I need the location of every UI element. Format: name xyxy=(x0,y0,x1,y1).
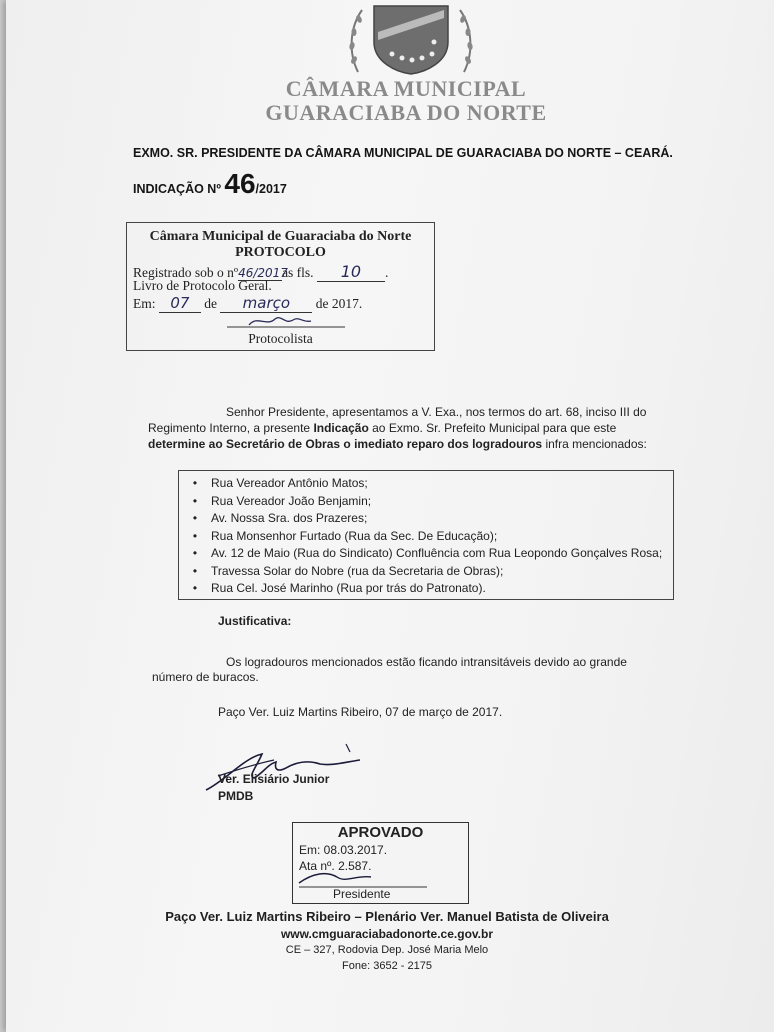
place-date: Paço Ver. Luiz Martins Ribeiro, 07 de março de 2017. xyxy=(218,705,503,719)
approval-title: APROVADO xyxy=(337,824,424,841)
bullet-icon: • xyxy=(192,493,198,508)
intro-line-1: Senhor Presidente, apresentamos a V. Exa., nos termos do art. 68, inciso III do xyxy=(226,405,647,419)
bullet-icon: • xyxy=(192,563,198,578)
protocol-registro-line: Registrado sob o nº46/2017as fls. 10 . xyxy=(133,262,389,281)
protocol-livro: Livro de Protocolo Geral. xyxy=(133,278,272,293)
street-name: Rua Vereador João Benjamin; xyxy=(211,493,372,508)
intro-line-3-bold: determine ao Secretário de Obras o imediato reparo dos logradouros xyxy=(148,437,543,451)
street-name: Rua Monsenhor Furtado (Rua da Sec. De Educação); xyxy=(211,528,498,543)
de-label: de xyxy=(204,296,217,311)
street-item xyxy=(185,475,673,493)
addressee: EXMO. SR. PRESIDENTE DA CÂMARA MUNICIPAL DE GUARACIABA DO NORTE – CEARÁ. xyxy=(133,146,673,160)
justificativa-line-1: Os logradouros mencionados estão ficando intransitáveis devido ao grande xyxy=(226,655,627,669)
protocol-title: Câmara Municipal de Guaraciaba do Norte xyxy=(149,229,412,244)
signer-name: Ver. Elisiário Junior xyxy=(218,772,330,786)
justificativa-line-2: número de buracos. xyxy=(152,670,259,684)
intro-line-2-bold: Indicação xyxy=(313,421,369,435)
protocolista-label: Protocolista xyxy=(248,331,313,346)
document-page xyxy=(6,0,774,1032)
president-signature-icon xyxy=(293,867,468,889)
streets-list xyxy=(179,471,673,598)
intro-line-2-pre: Regimento Interno, a presente xyxy=(148,421,314,435)
justificativa-label: Justificativa: xyxy=(218,614,292,628)
chamber-city: GUARACIABA DO NORTE xyxy=(265,100,547,125)
em-label: Em: xyxy=(133,296,156,311)
intro-line-2 xyxy=(148,421,616,436)
month-value: março xyxy=(220,294,312,313)
street-item xyxy=(185,563,673,581)
street-item xyxy=(185,493,673,511)
approval-stamp xyxy=(292,822,469,904)
intro-line-2-post: ao Exmo. Sr. Prefeito Municipal para que este xyxy=(368,421,617,435)
signer-party: PMDB xyxy=(218,789,254,803)
street-name: Rua Vereador Antônio Matos; xyxy=(211,476,368,490)
street-name: Rua Cel. José Marinho (Rua por trás do Patronato). xyxy=(211,581,486,595)
bullet-icon: • xyxy=(192,528,198,543)
street-name: Av. Nossa Sra. dos Prazeres; xyxy=(211,511,368,525)
approval-president: Presidente xyxy=(333,887,391,901)
bullet-icon: • xyxy=(192,511,198,525)
street-name: Av. 12 de Maio (Rua do Sindicato) Confluência com Rua Leopondo Gonçalves Rosa; xyxy=(211,546,663,560)
bullet-icon: • xyxy=(192,581,198,595)
street-item xyxy=(185,510,673,528)
intro-line-3-post: infra mencionados: xyxy=(542,437,647,451)
protocol-stamp xyxy=(126,222,435,351)
footer-address: CE – 327, Rodovia Dep. José Maria Melo xyxy=(285,944,489,956)
indicacao-heading xyxy=(133,168,287,200)
indicacao-label: INDICAÇÃO Nº xyxy=(133,182,221,196)
protocol-subtitle: PROTOCOLO xyxy=(235,245,326,260)
day-value: 07 xyxy=(159,294,201,313)
footer-website: www.cmguaraciabadonorte.ce.gov.br xyxy=(280,927,494,941)
street-item xyxy=(185,528,673,546)
fls-label: as fls. xyxy=(282,265,314,280)
street-name: Travessa Solar do Nobre (rua da Secretaria de Obras); xyxy=(211,563,504,578)
street-item xyxy=(185,545,673,563)
footer-line-1: Paço Ver. Luiz Martins Ribeiro – Plenário Ver. Manuel Batista de Oliveira xyxy=(165,909,609,924)
bullet-icon: • xyxy=(192,546,198,560)
indicacao-number: 46 xyxy=(224,168,256,199)
street-item xyxy=(185,580,673,598)
registro-label: Registrado sob o nº xyxy=(133,265,239,280)
year-text: de 2017. xyxy=(315,296,363,311)
approval-ata: Ata nº. 2.587. xyxy=(299,859,372,873)
protocolista-signature-icon xyxy=(227,311,347,331)
intro-line-3 xyxy=(148,437,647,452)
registro-value: 46/2017 xyxy=(238,266,288,280)
footer-phone: Fone: 3652 - 2175 xyxy=(342,960,432,972)
municipal-emblem-icon xyxy=(346,2,476,76)
streets-list-box xyxy=(178,470,674,600)
indicacao-year: /2017 xyxy=(255,182,287,196)
bullet-icon: • xyxy=(192,476,198,490)
approval-date: Em: 08.03.2017. xyxy=(299,843,388,857)
fls-value: 10 xyxy=(317,262,385,282)
chamber-title: CÂMARA MUNICIPAL xyxy=(285,76,527,101)
